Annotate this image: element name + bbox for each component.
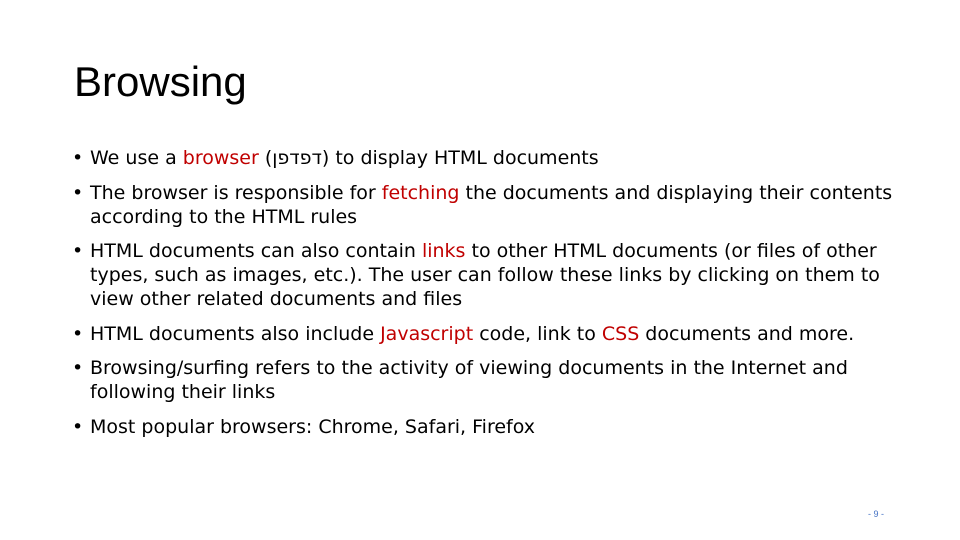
bullet-text: documents and more. (639, 322, 855, 345)
highlighted-term: browser (182, 147, 259, 169)
bullet-item (72, 322, 902, 346)
slide-title: Browsing (74, 58, 247, 105)
highlighted-term: Javascript (380, 322, 474, 345)
bullet-text: The browser is responsible for (90, 181, 382, 204)
bullet-text: the documents and displaying their contents according to the HTML rules (90, 181, 893, 228)
page-number: - 9 - (868, 509, 885, 519)
bullet-text: Most popular browsers: Chrome, Safari, Firefox (90, 415, 536, 438)
bullet-text: (‫דפדפן‬) to display HTML documents (258, 147, 599, 169)
bullet-item (72, 415, 902, 439)
bullet-text: to other HTML documents (or files of other types, such as images, etc.). The user can follow these links by clicking on them to view other related documents and files (90, 240, 880, 310)
highlighted-term: CSS (601, 322, 640, 345)
highlighted-term: links (421, 240, 466, 262)
highlighted-term: fetching (381, 181, 460, 204)
bullet-item (72, 146, 902, 170)
bullet-text: We use a (90, 147, 183, 169)
bullet-text: HTML documents can also contain (90, 240, 422, 262)
bullet-list (72, 146, 902, 449)
bullet-item (72, 181, 902, 229)
bullet-text: code, link to (473, 322, 602, 345)
bullet-text: Browsing/surfing refers to the activity of viewing documents in the Internet and following their links (90, 357, 848, 403)
bullet-item (72, 356, 902, 404)
bullet-item (72, 239, 902, 311)
bullet-text: HTML documents also include (90, 322, 381, 345)
